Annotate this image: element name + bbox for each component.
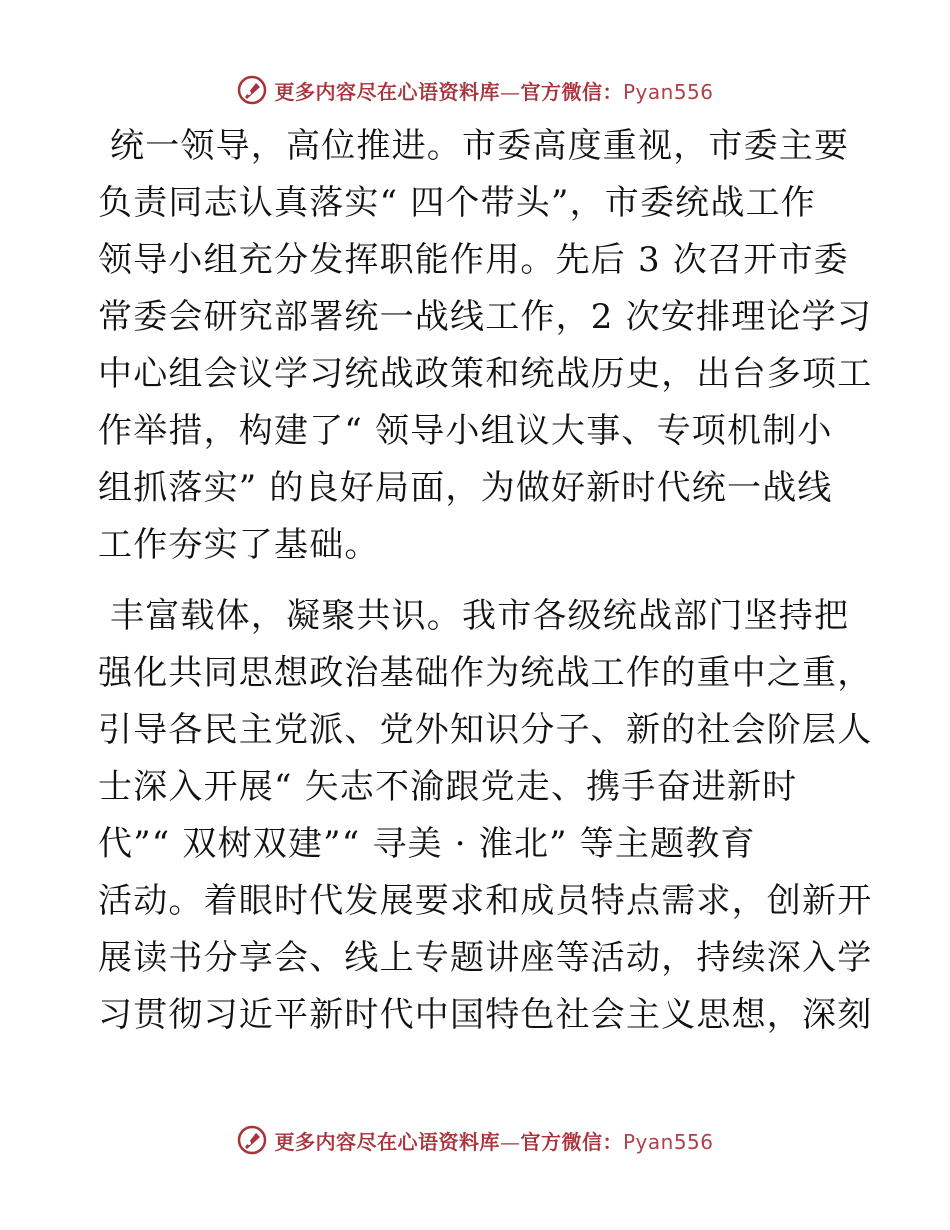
banner-separator: — (499, 1129, 521, 1154)
banner-label: 官方微信： (520, 1129, 623, 1154)
banner-text (274, 76, 713, 105)
banner-account: Pyan556 (622, 79, 714, 104)
banner-account: Pyan556 (622, 1129, 714, 1154)
text-line: 领导小组充分发挥职能作用。先后 3 次召开市委 (98, 240, 849, 280)
text-line: 活动。着眼时代发展要求和成员特点需求，创新开 (98, 881, 873, 921)
banner-title: 更多内容尽在心语资料库 (274, 1129, 500, 1154)
text-line: 统一领导，高位推进。市委高度重视，市委主要 (98, 126, 850, 166)
text-line: 代”“ 双树双建”“ 寻美 · 淮北” 等主题教育 (98, 824, 756, 864)
text-line: 丰富载体，凝聚共识。我市各级统战部门坚持把 (98, 596, 850, 636)
text-line: 组抓落实” 的良好局面，为做好新时代统一战线 (98, 468, 833, 508)
text-line: 习贯彻习近平新时代中国特色社会主义思想，深刻 (98, 995, 873, 1035)
text-line: 引导各民主党派、党外知识分子、新的社会阶层人 (98, 710, 873, 750)
banner-text (274, 1126, 713, 1155)
text-line: 作举措，构建了“ 领导小组议大事、专项机制小 (98, 411, 833, 451)
footer-banner (0, 1120, 950, 1160)
pen-nib-logo-icon (236, 74, 268, 106)
text-line: 士深入开展“ 矢志不渝跟党走、携手奋进新时 (98, 767, 798, 807)
paragraph-2 (98, 588, 873, 1044)
text-line: 常委会研究部署统一战线工作，2 次安排理论学习 (98, 297, 873, 337)
banner-title: 更多内容尽在心语资料库 (274, 79, 500, 104)
text-line: 强化共同思想政治基础作为统战工作的重中之重， (98, 653, 873, 693)
banner-separator: — (499, 79, 521, 104)
document-body (98, 118, 873, 1058)
paragraph-1 (98, 118, 873, 574)
text-line: 负责同志认真落实“ 四个带头”，市委统战工作 (98, 183, 816, 223)
text-line: 中心组会议学习统战政策和统战历史，出台多项工 (98, 354, 873, 394)
header-banner (0, 70, 950, 110)
text-line: 展读书分享会、线上专题讲座等活动，持续深入学 (98, 938, 873, 978)
banner-label: 官方微信： (520, 79, 623, 104)
pen-nib-logo-icon (236, 1124, 268, 1156)
text-line: 工作夯实了基础。 (98, 525, 380, 565)
